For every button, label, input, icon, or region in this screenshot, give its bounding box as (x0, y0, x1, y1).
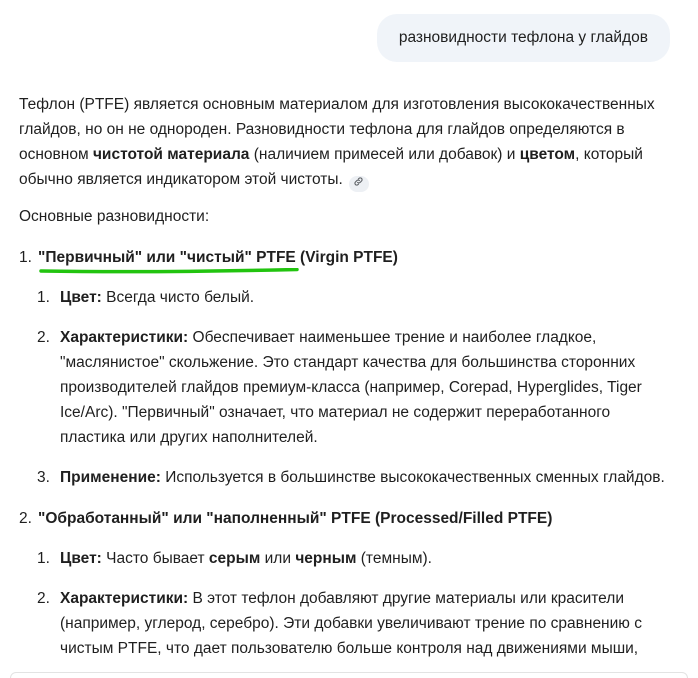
sub-item-bold-text: Применение: (60, 469, 161, 486)
intro-paragraph (19, 92, 674, 192)
main-list-title: "Первичный" или "чистый" PTFE (Virgin PTFE) (38, 249, 398, 266)
sub-item-bold-text: серым (208, 550, 261, 567)
sub-list-item (19, 325, 674, 450)
user-message-bubble: разновидности тефлона у глайдов (377, 14, 670, 62)
sub-list-number: 1. (37, 289, 50, 306)
intro-bold-text: цветом (519, 146, 576, 163)
sub-item-text: Всегда чисто белый. (101, 289, 255, 306)
sub-item-text: Используется в большинстве высококачественных сменных глайдов. (160, 469, 665, 486)
sub-list-item (19, 465, 674, 490)
main-list-item (19, 245, 674, 270)
sub-item-text: Обеспечивает наименьшее трение и наиболее гладкое, "маслянистое" скольжение. Это стандарт качества для большинства сторонних производителей глайдов премиум-класса (например, Corepad, Hyperglides, Tiger Ice/Arc). "Первичный" означает, что материал не содержит переработанного пластика или других наполнителей. (60, 329, 642, 446)
sub-list-item (19, 546, 674, 571)
sub-list-item (19, 285, 674, 310)
sub-item-text: (темным). (356, 550, 432, 567)
sub-item-text: В этот тефлон добавляют другие материалы или красители (например, углерод, серебро). Эти добавки увеличивают трение по сравнению с чистым PTFE, что дает пользователю больше контроля над движениями мыши, (60, 590, 642, 657)
assistant-response (19, 92, 674, 661)
intro-text: , который обычно является индикатором этой чистоты. (19, 146, 643, 188)
sub-item-bold-text: Характеристики: (60, 590, 189, 607)
sub-item-bold-text: Цвет: (60, 550, 102, 567)
source-link-icon[interactable] (349, 176, 369, 192)
main-list-title: "Обработанный" или "наполненный" PTFE (Processed/Filled PTFE) (38, 510, 553, 527)
intro-text: Тефлон (PTFE) является основным материалом для изготовления высококачественных глайдов, но он не однороден. Разновидности тефлона для глайдов определяются в основном (19, 96, 655, 163)
sub-list-number: 3. (37, 469, 50, 486)
sub-list-number: 2. (37, 590, 50, 607)
highlight-underline (39, 268, 299, 274)
sub-item-text: Часто бывает (101, 550, 209, 567)
main-list-number: 2. (19, 510, 32, 527)
sub-item-bold-text: Цвет: (60, 289, 102, 306)
input-bar-edge[interactable] (10, 672, 688, 678)
sub-item-bold-text: Характеристики: (60, 329, 189, 346)
main-list (19, 245, 674, 661)
subheading: Основные разновидности: (19, 208, 210, 225)
intro-text: (наличием примесей или добавок) и (249, 146, 520, 163)
main-list-item (19, 506, 674, 531)
sub-list-number: 2. (37, 329, 50, 346)
sub-item-bold-text: черным (295, 550, 357, 567)
intro-bold-text: чистотой материала (92, 146, 250, 163)
sub-item-text: или (260, 550, 296, 567)
sub-list-item (19, 586, 674, 661)
sub-list-number: 1. (37, 550, 50, 567)
main-list-number: 1. (19, 249, 32, 266)
